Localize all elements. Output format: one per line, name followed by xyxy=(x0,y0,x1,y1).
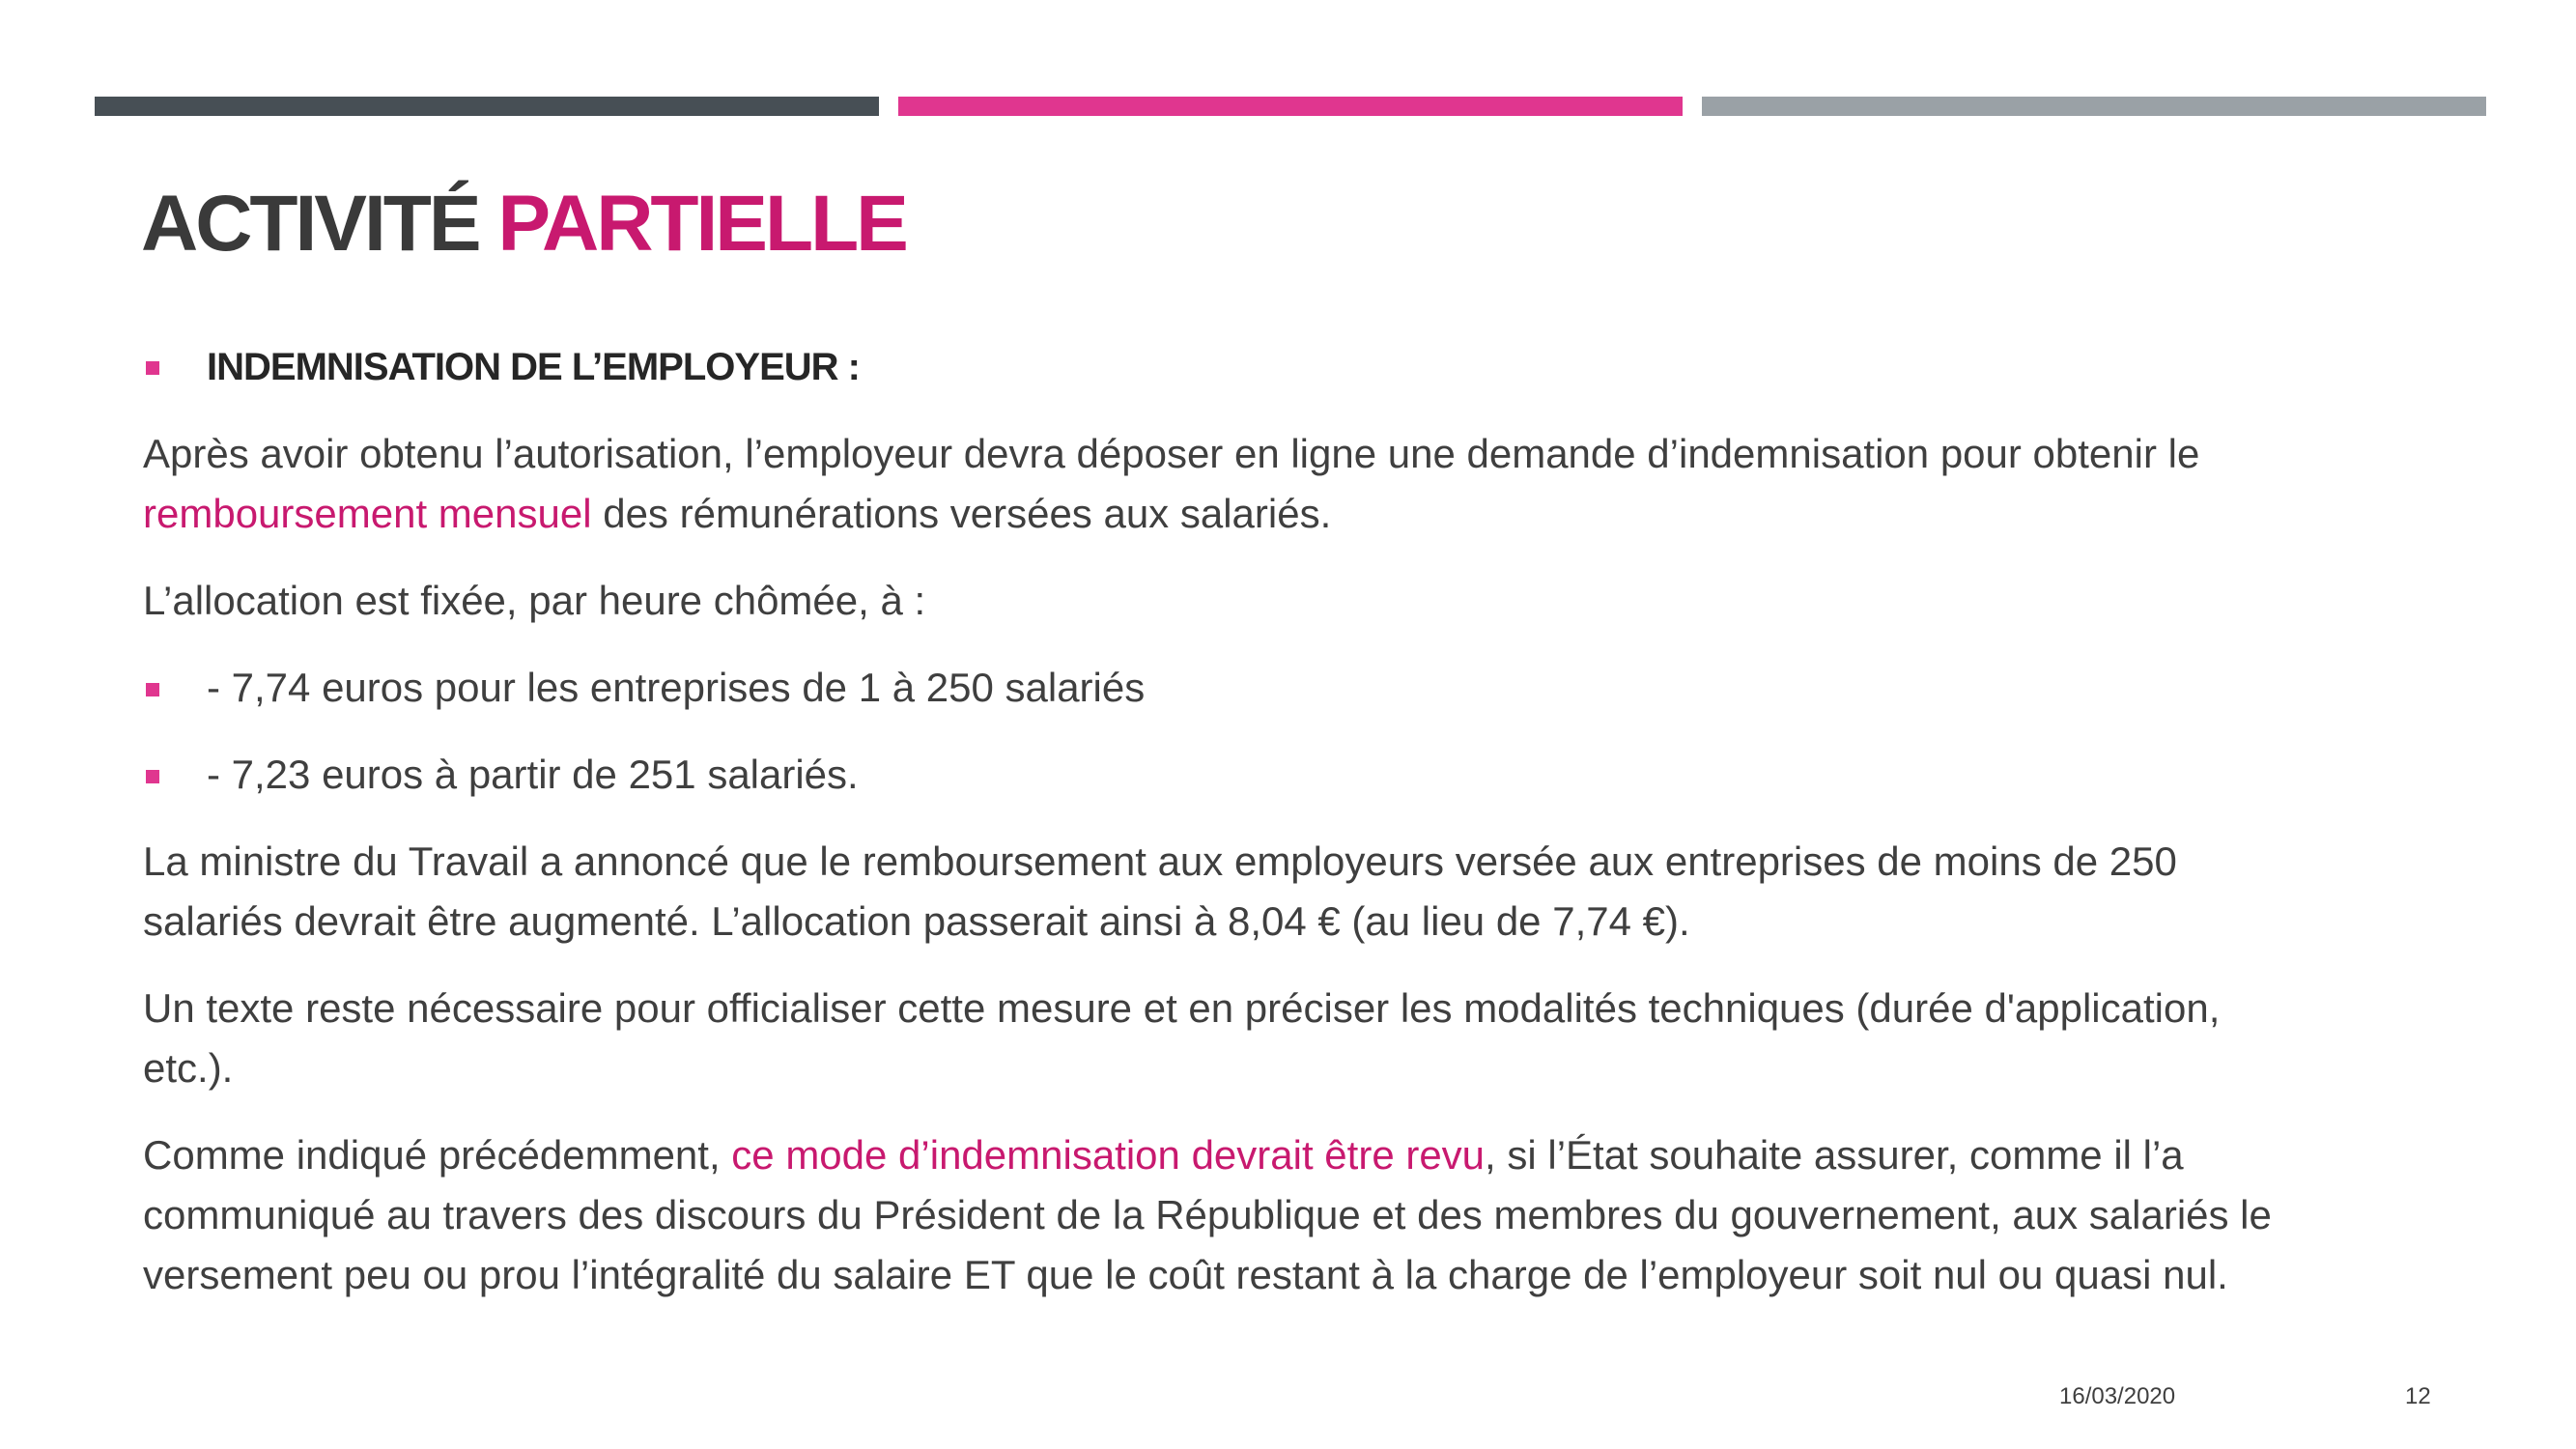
bullet-square-icon xyxy=(146,683,159,696)
slide-title-part1: ACTIVITÉ xyxy=(141,180,479,268)
slide-content xyxy=(143,336,2461,1305)
section-heading-text: INDEMNISATION DE L’EMPLOYEUR : xyxy=(207,346,860,388)
paragraph-5-line-2: communiqué au travers des discours du Président de la République et des membres du gouvernement, aux salariés le xyxy=(143,1192,2272,1237)
bullet-square-icon xyxy=(146,361,159,375)
section-heading xyxy=(143,336,2461,397)
slide-title xyxy=(141,176,906,272)
paragraph-3-line-2: salariés devrait être augmenté. L’allocation passerait ainsi à 8,04 € (au lieu de 7,74 €). xyxy=(143,898,1690,944)
bullet-item-1-text: - 7,74 euros pour les entreprises de 1 à 250 salariés xyxy=(207,665,1146,710)
paragraph-3-line-1: La ministre du Travail a annoncé que le remboursement aux employeurs versée aux entreprises de moins de 250 xyxy=(143,838,2177,884)
top-bar-dark xyxy=(95,97,879,116)
paragraph-4-line-2: etc.). xyxy=(143,1045,234,1091)
slide-title-part2: PARTIELLE xyxy=(497,180,906,268)
paragraph-4 xyxy=(143,979,2461,1098)
paragraph-1-line-2-rest: des rémunérations versées aux salariés. xyxy=(591,491,1332,536)
footer-date: 16/03/2020 xyxy=(2059,1383,2176,1409)
paragraph-2: L’allocation est fixée, par heure chômée, à : xyxy=(143,578,926,623)
top-bar-pink xyxy=(898,97,1683,116)
paragraph-5-line-1-end: , si l’État souhaite assurer, comme il l’a xyxy=(1485,1132,2184,1178)
bullet-square-icon xyxy=(146,770,159,783)
paragraph-5-line-3: versement peu ou prou l’intégralité du salaire ET que le coût restant à la charge de l’employeur soit nul ou quasi nul. xyxy=(143,1252,2228,1297)
paragraph-5 xyxy=(143,1125,2461,1305)
paragraph-5-line-1-start: Comme indiqué précédemment, xyxy=(143,1132,732,1178)
paragraph-3 xyxy=(143,832,2461,952)
paragraph-1 xyxy=(143,424,2461,544)
paragraph-4-line-1: Un texte reste nécessaire pour officialiser cette mesure et en préciser les modalités techniques (durée d'application, xyxy=(143,985,2221,1031)
bullet-item-2-text: - 7,23 euros à partir de 251 salariés. xyxy=(207,752,859,797)
paragraph-5-highlight: ce mode d’indemnisation devrait être revu xyxy=(731,1132,1486,1178)
paragraph-1-line-2 xyxy=(143,484,2461,544)
bullet-item-1 xyxy=(143,658,2461,718)
paragraph-1-line-1: Après avoir obtenu l’autorisation, l’employeur devra déposer en ligne une demande d’indemnisation pour obtenir le xyxy=(143,431,2200,476)
bullet-item-2 xyxy=(143,745,2461,805)
footer-page-number: 12 xyxy=(2405,1383,2431,1409)
paragraph-5-line-1 xyxy=(143,1125,2461,1185)
paragraph-1-highlight: remboursement mensuel xyxy=(143,491,592,536)
top-bar-grey xyxy=(1702,97,2486,116)
